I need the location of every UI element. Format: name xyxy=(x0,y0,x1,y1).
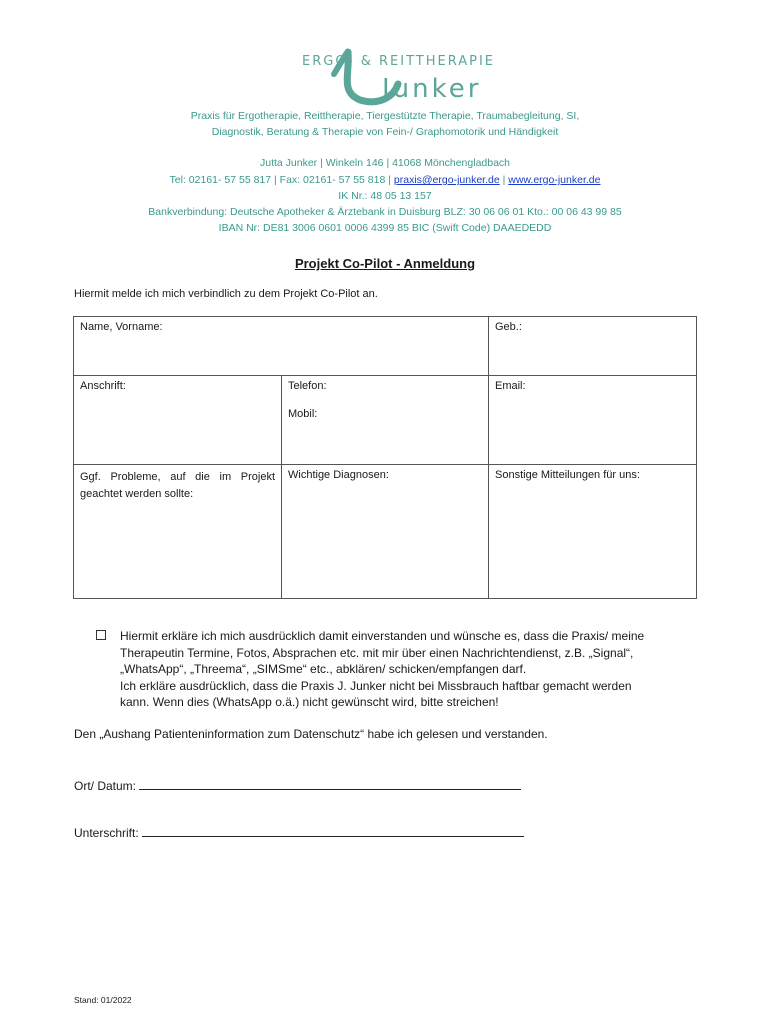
diagnoses-field[interactable] xyxy=(282,465,489,599)
email-link[interactable]: praxis@ergo-junker.de xyxy=(393,174,500,186)
place-date-input[interactable] xyxy=(139,777,521,790)
page-title: Projekt Co-Pilot - Anmeldung xyxy=(294,256,476,271)
header-contact xyxy=(0,174,770,186)
logo-name: Junker xyxy=(382,74,482,104)
registration-form-table xyxy=(73,316,697,599)
signature-input[interactable] xyxy=(142,824,524,837)
problems-label: Ggf. Probleme, auf die im Projekt geachtet werden sollte: xyxy=(80,471,275,500)
signature-label: Unterschrift: xyxy=(74,826,139,840)
header-ik-number: IK Nr.: 48 05 13 157 xyxy=(338,190,432,202)
header-separator: | xyxy=(499,174,509,186)
email-label: Email: xyxy=(495,380,526,392)
phone-label: Telefon: xyxy=(288,380,327,392)
header-iban: IBAN Nr: DE81 3006 0601 0006 4399 85 BIC (Swift Code) DAAEDEDD xyxy=(218,222,552,234)
email-field[interactable] xyxy=(489,376,697,465)
name-label: Name, Vorname: xyxy=(80,321,163,333)
version-stamp: Stand: 01/2022 xyxy=(74,995,132,1005)
intro-text: Hiermit melde ich mich verbindlich zu dem Projekt Co-Pilot an. xyxy=(74,288,378,300)
problems-field[interactable] xyxy=(74,465,282,599)
header-services-1: Praxis für Ergotherapie, Reittherapie, Tiergestützte Therapie, Traumabegleitung, SI, xyxy=(190,110,580,122)
mobile-label: Mobil: xyxy=(288,408,318,420)
birthdate-field[interactable] xyxy=(489,317,697,376)
name-field[interactable] xyxy=(74,317,489,376)
consent-checkbox[interactable] xyxy=(96,630,106,640)
address-field[interactable] xyxy=(74,376,282,465)
consent-line-4: Ich erkläre ausdrücklich, dass die Praxis J. Junker nicht bei Missbrauch haftbar gemacht werden xyxy=(120,678,632,693)
consent-line-3: „WhatsApp“, „Threema“, „SIMSme“ etc., abklären/ schicken/empfangen darf. xyxy=(120,662,527,676)
place-date-line xyxy=(74,777,521,793)
birthdate-label: Geb.: xyxy=(495,321,522,333)
consent-line-5: kann. Wenn dies (WhatsApp o.ä.) nicht gewünscht wird, bitte streichen! xyxy=(120,695,499,709)
consent-line-2: Therapeutin Termine, Fotos, Absprachen etc. mit mir über einen Nachrichtendienst, z.B. „Signal“, xyxy=(120,645,634,660)
header-services-2: Diagnostik, Beratung & Therapie von Fein-/ Graphomotorik und Händigkeit xyxy=(211,126,559,138)
header-phone-fax: Tel: 02161- 57 55 817 | Fax: 02161- 57 55 818 | xyxy=(169,174,394,186)
header-address: Jutta Junker | Winkeln 146 | 41068 Mönchengladbach xyxy=(259,157,511,169)
diagnoses-label: Wichtige Diagnosen: xyxy=(288,469,389,481)
consent-section xyxy=(96,628,696,711)
header-bank: Bankverbindung: Deutsche Apotheker & Ärztebank in Duisburg BLZ: 30 06 06 01 Kto.: 00 06 43 99 85 xyxy=(148,206,622,218)
logo-top-text: ERGO- & REITTHERAPIE xyxy=(302,54,496,69)
practice-logo xyxy=(290,44,496,110)
signature-line xyxy=(74,824,524,840)
other-notes-label: Sonstige Mitteilungen für uns: xyxy=(495,469,640,481)
address-label: Anschrift: xyxy=(80,380,126,392)
website-link[interactable]: www.ergo-junker.de xyxy=(508,174,601,186)
other-notes-field[interactable] xyxy=(489,465,697,599)
consent-line-1: Hiermit erkläre ich mich ausdrücklich damit einverstanden und wünsche es, dass die Praxis/ meine xyxy=(120,629,645,643)
phone-field[interactable] xyxy=(282,376,489,465)
place-date-label: Ort/ Datum: xyxy=(74,779,137,793)
privacy-statement: Den „Aushang Patienteninformation zum Datenschutz“ habe ich gelesen und verstanden. xyxy=(74,727,548,741)
